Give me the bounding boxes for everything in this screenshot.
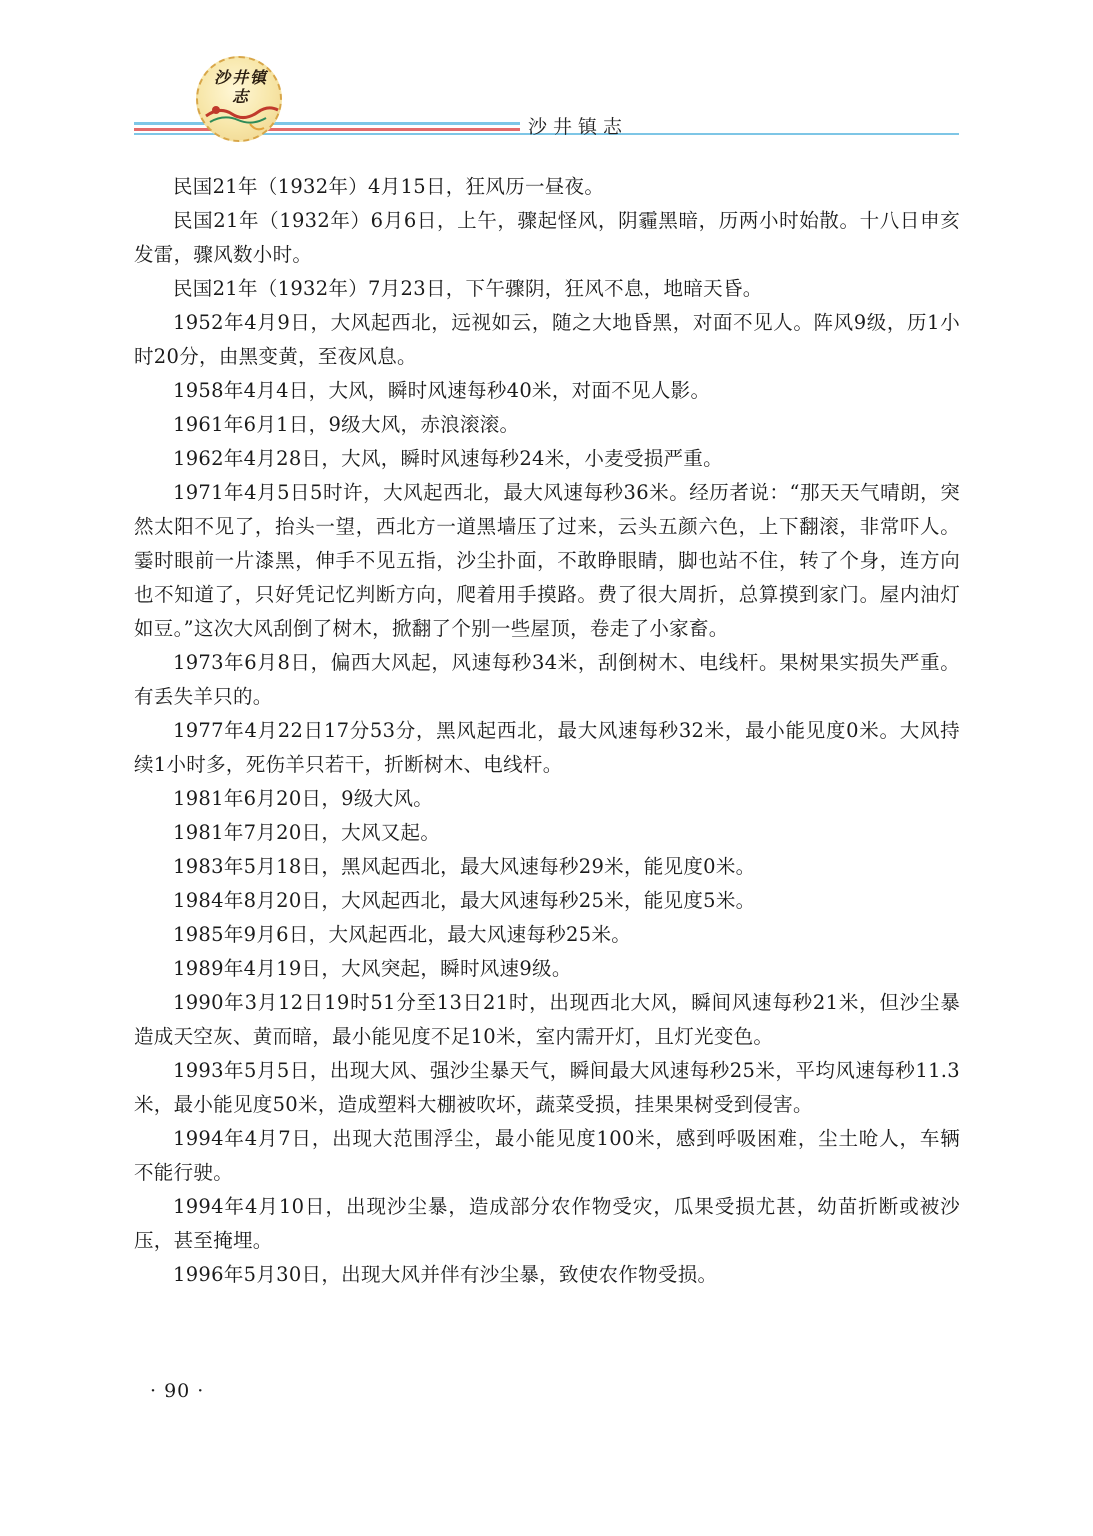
paragraph: 1989年4月19日，大风突起，瞬时风速9级。: [173, 957, 572, 980]
page-header: [0, 0, 1093, 150]
paragraph: 1961年6月1日，9级大风，赤浪滚滚。: [173, 413, 520, 436]
paragraph: 1981年7月20日，大风又起。: [173, 821, 441, 844]
paragraph: 1973年6月8日，偏西大风起，风速每秒34米，刮倒树木、电线杆。果树果实损失严重。有丢失羊只的。: [134, 651, 960, 708]
paragraph: 1958年4月4日，大风，瞬时风速每秒40米，对面不见人影。: [173, 379, 711, 402]
page-number: · 90 ·: [150, 1380, 205, 1402]
paragraph: 1990年3月12日19时51分至13日21时，出现西北大风，瞬间风速每秒21米，但沙尘暴造成天空灰、黄而暗，最小能见度不足10米，室内需开灯，且灯光变色。: [134, 991, 960, 1048]
paragraph: 民国21年（1932年）4月15日，狂风历一昼夜。: [173, 175, 605, 198]
paragraph: 1971年4月5日5时许，大风起西北，最大风速每秒36米。经历者说：“那天天气晴朗，突然太阳不见了，抬头一望，西北方一道黑墙压了过来，云头五颜六色，上下翻滚，非常吓人。霎时眼前一片漆黑，伸手不见五指，沙尘扑面，不敢睁眼睛，脚也站不住，转了个身，连方向也不知道了，只好凭记忆判断方向，爬着用手摸路。费了很大周折，总算摸到家门。屋内油灯如豆。”这次大风刮倒了树木，掀翻了个别一些屋顶，卷走了小家畜。: [134, 481, 960, 640]
main-text: [134, 170, 960, 1292]
paragraph: 1962年4月28日，大风，瞬时风速每秒24米，小麦受损严重。: [173, 447, 723, 470]
paragraph: 1996年5月30日，出现大风并伴有沙尘暴，致使农作物受损。: [173, 1263, 718, 1286]
paragraph: 1952年4月9日，大风起西北，远视如云，随之大地昏黑，对面不见人。阵风9级，历1小时20分，由黑变黄，至夜风息。: [134, 311, 960, 368]
paragraph: 1994年4月7日，出现大范围浮尘，最小能见度100米，感到呼吸困难，尘土呛人，车辆不能行驶。: [134, 1127, 960, 1184]
paragraph: 1983年5月18日，黑风起西北，最大风速每秒29米，能见度0米。: [173, 855, 756, 878]
emblem-title: 沙井镇志: [214, 68, 269, 106]
paragraph: 民国21年（1932年）6月6日，上午，骤起怪风，阴霾黑暗，历两小时始散。十八日申亥发雷，骤风数小时。: [134, 209, 960, 266]
book-emblem-logo: [196, 56, 282, 142]
paragraph: 1994年4月10日，出现沙尘暴，造成部分农作物受灾，瓜果受损尤甚，幼苗折断或被沙压，甚至掩埋。: [134, 1195, 960, 1252]
paragraph: 1993年5月5日，出现大风、强沙尘暴天气，瞬间最大风速每秒25米，平均风速每秒11.3米，最小能见度50米，造成塑料大棚被吹坏，蔬菜受损，挂果果树受到侵害。: [134, 1059, 960, 1116]
paragraph: 1977年4月22日17分53分，黑风起西北，最大风速每秒32米，最小能见度0米。大风持续1小时多，死伤羊只若干，折断树木、电线杆。: [134, 719, 960, 776]
running-header-title: 沙井镇志: [528, 116, 629, 138]
paragraph: 1985年9月6日，大风起西北，最大风速每秒25米。: [173, 923, 632, 946]
paragraph: 民国21年（1932年）7月23日，下午骤阴，狂风不息，地暗天昏。: [173, 277, 763, 300]
paragraph: 1981年6月20日，9级大风。: [173, 787, 434, 810]
paragraph: 1984年8月20日，大风起西北，最大风速每秒25米，能见度5米。: [173, 889, 756, 912]
header-rule-blue: [134, 122, 520, 125]
header-rule-red: [134, 128, 520, 131]
